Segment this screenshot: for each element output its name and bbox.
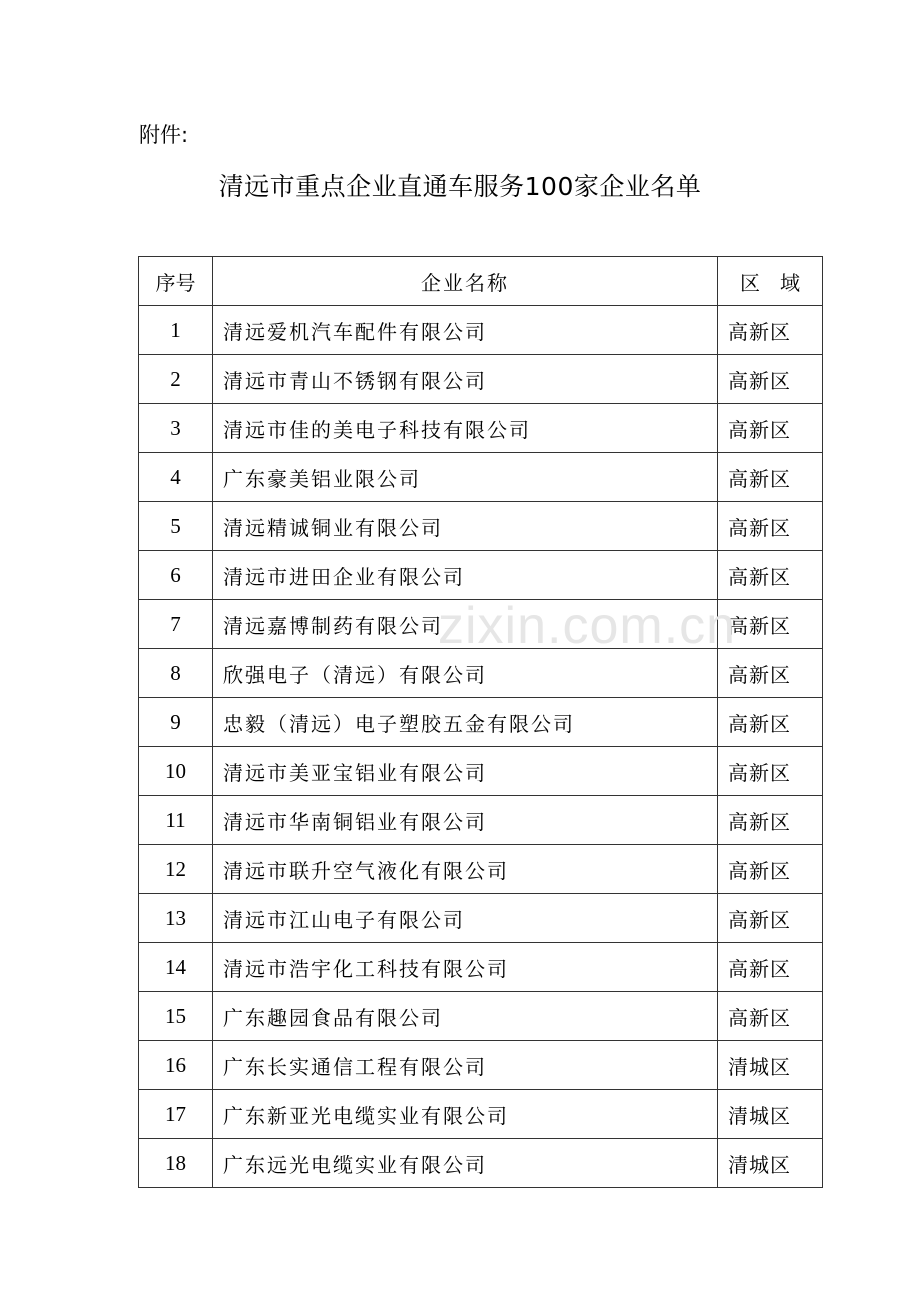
row-number: 11: [139, 796, 213, 845]
table-row: [139, 453, 823, 502]
company-name: 清远爱机汽车配件有限公司: [213, 306, 718, 355]
company-name: 清远市华南铜铝业有限公司: [213, 796, 718, 845]
table-row: [139, 355, 823, 404]
company-table: [138, 256, 823, 1188]
table-row: [139, 502, 823, 551]
column-header-company: 企业名称: [213, 257, 718, 306]
table-row: [139, 698, 823, 747]
table-row: [139, 943, 823, 992]
company-name: 广东豪美铝业限公司: [213, 453, 718, 502]
company-name: 清远市江山电子有限公司: [213, 894, 718, 943]
area-name: 高新区: [718, 747, 823, 796]
watermark-text: zixin.com.cn: [438, 597, 737, 655]
table-row: [139, 1139, 823, 1188]
table-header-row: [139, 257, 823, 306]
area-name: 清城区: [718, 1139, 823, 1188]
row-number: 14: [139, 943, 213, 992]
table-row: [139, 404, 823, 453]
company-name: 清远市青山不锈钢有限公司: [213, 355, 718, 404]
company-name: 清远精诚铜业有限公司: [213, 502, 718, 551]
table-row: [139, 845, 823, 894]
row-number: 2: [139, 355, 213, 404]
area-name: 高新区: [718, 404, 823, 453]
row-number: 6: [139, 551, 213, 600]
area-name: 高新区: [718, 453, 823, 502]
company-name: 清远市联升空气液化有限公司: [213, 845, 718, 894]
area-name: 高新区: [718, 355, 823, 404]
company-name: 清远市进田企业有限公司: [213, 551, 718, 600]
area-name: 高新区: [718, 600, 823, 649]
company-name: 清远市佳的美电子科技有限公司: [213, 404, 718, 453]
row-number: 10: [139, 747, 213, 796]
row-number: 13: [139, 894, 213, 943]
area-name: 高新区: [718, 502, 823, 551]
area-name: 高新区: [718, 845, 823, 894]
company-name: 广东新亚光电缆实业有限公司: [213, 1090, 718, 1139]
area-name: 清城区: [718, 1090, 823, 1139]
row-number: 7: [139, 600, 213, 649]
area-name: 高新区: [718, 306, 823, 355]
table-row: [139, 747, 823, 796]
row-number: 18: [139, 1139, 213, 1188]
row-number: 5: [139, 502, 213, 551]
area-name: 高新区: [718, 551, 823, 600]
table-row: [139, 600, 823, 649]
company-name: 欣强电子（清远）有限公司: [213, 649, 718, 698]
table-row: [139, 992, 823, 1041]
table-row: [139, 796, 823, 845]
table-row: [139, 894, 823, 943]
row-number: 3: [139, 404, 213, 453]
table-row: [139, 649, 823, 698]
area-name: 高新区: [718, 894, 823, 943]
table-row: [139, 1041, 823, 1090]
area-name: 高新区: [718, 796, 823, 845]
company-name: 广东趣园食品有限公司: [213, 992, 718, 1041]
area-name: 清城区: [718, 1041, 823, 1090]
column-header-number: 序号: [139, 257, 213, 306]
company-name: 忠毅（清远）电子塑胶五金有限公司: [213, 698, 718, 747]
company-name: 清远嘉博制药有限公司: [213, 600, 718, 649]
row-number: 1: [139, 306, 213, 355]
area-name: 高新区: [718, 992, 823, 1041]
area-name: 高新区: [718, 698, 823, 747]
row-number: 17: [139, 1090, 213, 1139]
row-number: 4: [139, 453, 213, 502]
row-number: 12: [139, 845, 213, 894]
table-row: [139, 306, 823, 355]
company-name: 清远市美亚宝铝业有限公司: [213, 747, 718, 796]
attachment-label: 附件:: [139, 123, 189, 147]
table-row: [139, 1090, 823, 1139]
company-name: 清远市浩宇化工科技有限公司: [213, 943, 718, 992]
company-name: 广东长实通信工程有限公司: [213, 1041, 718, 1090]
column-header-area: 区 域: [718, 257, 823, 306]
document-title: 清远市重点企业直通车服务100家企业名单: [218, 172, 702, 201]
table-row: [139, 551, 823, 600]
area-name: 高新区: [718, 943, 823, 992]
row-number: 15: [139, 992, 213, 1041]
row-number: 9: [139, 698, 213, 747]
area-name: 高新区: [718, 649, 823, 698]
row-number: 8: [139, 649, 213, 698]
row-number: 16: [139, 1041, 213, 1090]
company-name: 广东远光电缆实业有限公司: [213, 1139, 718, 1188]
